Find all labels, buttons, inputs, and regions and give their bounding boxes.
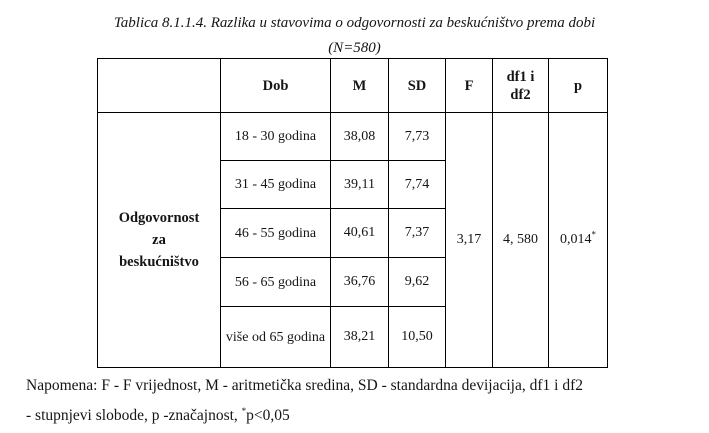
scale-row-label-text: Odgovornost za beskućništvo (118, 210, 200, 270)
table-caption-line1: Tablica 8.1.1.4. Razlika u stavovima o odgovornosti za beskućništvo prema dobi (113, 15, 596, 31)
cell-m: 36,76 (331, 258, 389, 307)
cell-sd: 10,50 (389, 307, 446, 368)
cell-sd: 9,62 (389, 258, 446, 307)
cell-p-value (549, 113, 608, 368)
cell-dob: 56 - 65 godina (221, 258, 331, 307)
cell-m: 38,21 (331, 307, 389, 368)
significance-asterisk: * (241, 405, 247, 416)
cell-m: 39,11 (331, 161, 389, 209)
p-value-text: 0,014 (560, 232, 592, 247)
table-note-line2 (26, 401, 706, 431)
cell-m: 40,61 (331, 209, 389, 258)
cell-dob: 46 - 55 godina (221, 209, 331, 258)
table-caption (0, 11, 709, 61)
header-cell-df: df1 i df2 (493, 59, 549, 113)
cell-sd: 7,37 (389, 209, 446, 258)
cell-dob: 31 - 45 godina (221, 161, 331, 209)
cell-f-value: 3,17 (446, 113, 493, 368)
header-cell-p: p (549, 59, 608, 113)
table-note (26, 371, 706, 431)
header-cell-f: F (446, 59, 493, 113)
table-row (98, 113, 608, 161)
table-note-significance: p<0,05 (246, 407, 290, 424)
cell-df-value: 4, 580 (493, 113, 549, 368)
table-note-line1: Napomena: F - F vrijednost, M - aritmetička sredina, SD - standardna devijacija, df1 i df2 (26, 377, 583, 394)
table-note-line2-text: - stupnjevi slobode, p -značajnost, (26, 407, 242, 424)
scale-row-label (98, 113, 221, 368)
table-header-row (98, 59, 608, 113)
cell-sd: 7,73 (389, 113, 446, 161)
cell-dob: 18 - 30 godina (221, 113, 331, 161)
cell-sd: 7,74 (389, 161, 446, 209)
header-cell-m: M (331, 59, 389, 113)
anova-table (97, 58, 608, 368)
header-cell-dob: Dob (221, 59, 331, 113)
header-cell-sd: SD (389, 59, 446, 113)
table-caption-sample-size: (N=580) (328, 40, 381, 56)
header-cell-empty (98, 59, 221, 113)
cell-m: 38,08 (331, 113, 389, 161)
significance-asterisk: * (591, 229, 596, 240)
cell-dob: više od 65 godina (221, 307, 331, 368)
